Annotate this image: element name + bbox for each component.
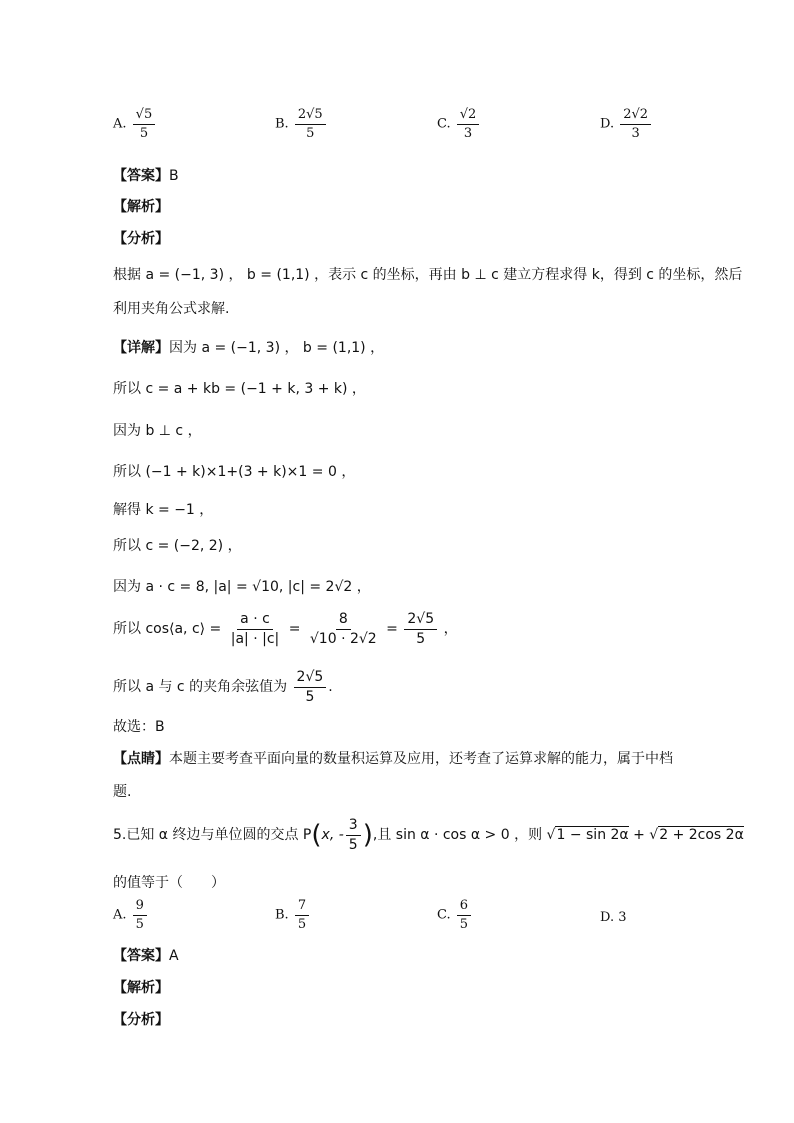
option-text: 3 (618, 910, 627, 925)
q4-detail-line-7: 因为 a · c = 8, |a| = √10, |c| = 2√2 ， (113, 579, 371, 595)
frac-den: |a| · |c| (230, 630, 280, 647)
frac-num: 7 (295, 899, 309, 916)
option-letter: D. (600, 116, 615, 132)
frac-den: 5 (416, 630, 426, 647)
q5-radical2: 2 + 2cos 2α (659, 827, 744, 844)
q5-analysis-tag: 【解析】 (113, 980, 169, 996)
q4-detail-line-5: 解得 k = −1 ， (113, 502, 214, 518)
frac-num: 2√5 (404, 612, 437, 630)
frac-num: 2√2 (620, 108, 651, 125)
frac-den: 5 (139, 125, 149, 141)
q4-detail-line-2: 所以 c = a + kb = (−1 + k, 3 + k) ， (113, 381, 366, 397)
q5-point-x: x, - (321, 827, 344, 844)
q4-option-d (600, 108, 653, 140)
cos-suffix: ， (443, 621, 458, 638)
result-prefix: 所以 a 与 c 的夹角余弦值为 (113, 679, 288, 696)
q5-stem-mid: ,且 sin α · cos α > 0 ，则 (372, 827, 543, 844)
option-letter: B. (275, 116, 289, 132)
frac-den: 5 (306, 125, 315, 141)
frac-den: 3 (631, 125, 640, 141)
q4-detail-line-4: 所以 (−1 + k)×1+(3 + k)×1 = 0 ， (113, 464, 356, 480)
q4-detail-line-6: 所以 c = (−2, 2) ， (113, 538, 242, 554)
q5-answer-line (113, 945, 179, 965)
option-letter: A. (113, 907, 127, 923)
answer-value: B (169, 168, 179, 184)
q4-option-a (113, 108, 157, 140)
q4-option-b (275, 108, 328, 140)
frac-den: 5 (135, 916, 144, 932)
frac-den: 5 (297, 916, 307, 932)
frac-num: 8 (336, 612, 351, 630)
q5-stem-line2: 的值等于（ ） (113, 875, 225, 891)
result-suffix: . (328, 679, 333, 696)
frac-num: √2 (457, 108, 480, 125)
q5-option-b (275, 899, 311, 931)
dianjing-text: 本题主要考查平面向量的数量积运算及应用，还考查了运算求解的能力，属于中档 (169, 751, 673, 767)
frac-den: 5 (348, 836, 358, 853)
option-letter: D. (600, 910, 615, 925)
frac-num: 6 (457, 899, 471, 916)
q5-option-d (600, 910, 627, 925)
option-letter: A. (113, 116, 127, 132)
q5-stem-prefix: 5.已知 α 终边与单位圆的交点 P (113, 827, 312, 844)
detail-text: 因为 a = (−1, 3) ， b = (1,1) ， (169, 340, 385, 356)
frac-den: 3 (463, 125, 473, 141)
detail-tag: 【详解】 (113, 340, 169, 356)
frac-num: 9 (133, 899, 147, 916)
frac-num: 3 (346, 818, 361, 836)
q5-plus: + (633, 827, 645, 844)
option-letter: B. (275, 907, 289, 923)
option-letter: C. (437, 907, 451, 923)
q4-cos-formula: 所以 cos⟨a, c⟩ = $\frac{a \cdot c}{|a| \cdot |c|}$ = $\frac{8}{√10 \cdot 2√2}$ = $\frac{2√5}{5}$ ， (113, 611, 458, 647)
frac-den: 5 (459, 916, 469, 932)
answer-tag: 【答案】 (113, 948, 169, 964)
q4-fenxi-tag: 【分析】 (113, 231, 169, 247)
q4-fenxi-line1: 根据 a = (−1, 3) ， b = (1,1) ，表示 c 的坐标，再由 b ⊥ c 建立方程求得 k，得到 c 的坐标，然后 (113, 267, 743, 283)
frac-den: √10 · 2√2 (309, 630, 377, 647)
q4-detail-line-3: 因为 b ⊥ c ， (113, 423, 202, 439)
q4-answer-line (113, 165, 179, 185)
q5-option-a (113, 899, 149, 931)
q5-fenxi-tag: 【分析】 (113, 1012, 169, 1028)
q4-dianjing-line2: 题. (113, 784, 132, 800)
cos-prefix: 所以 cos⟨a, c⟩ = (113, 621, 222, 638)
answer-value: A (169, 948, 179, 964)
q5-option-c (437, 899, 473, 931)
q4-option-c (437, 108, 481, 140)
q4-choose: 故选：B (113, 719, 165, 735)
q4-result-line (113, 670, 333, 704)
q5-radical1: 1 − sin 2α (556, 827, 629, 844)
frac-num: a · c (237, 612, 273, 630)
q4-detail-line-1 (113, 337, 384, 357)
q5-stem: 5.已知 α 终边与单位圆的交点 P(x, - $\frac{3}{5}$ ),且 sin α · cos α > 0 ，则 √1 − sin 2α + √2 + 2cos 2α (113, 817, 744, 853)
frac-den: 5 (305, 688, 315, 705)
answer-tag: 【答案】 (113, 168, 169, 184)
frac-num: √5 (133, 108, 156, 125)
frac-num: 2√5 (295, 108, 326, 125)
q4-dianjing-line1 (113, 748, 673, 768)
frac-num: 2√5 (294, 670, 327, 688)
q4-analysis-tag: 【解析】 (113, 199, 169, 215)
dianjing-tag: 【点睛】 (113, 751, 169, 767)
q4-fenxi-line2: 利用夹角公式求解. (113, 301, 230, 317)
option-letter: C. (437, 116, 451, 132)
